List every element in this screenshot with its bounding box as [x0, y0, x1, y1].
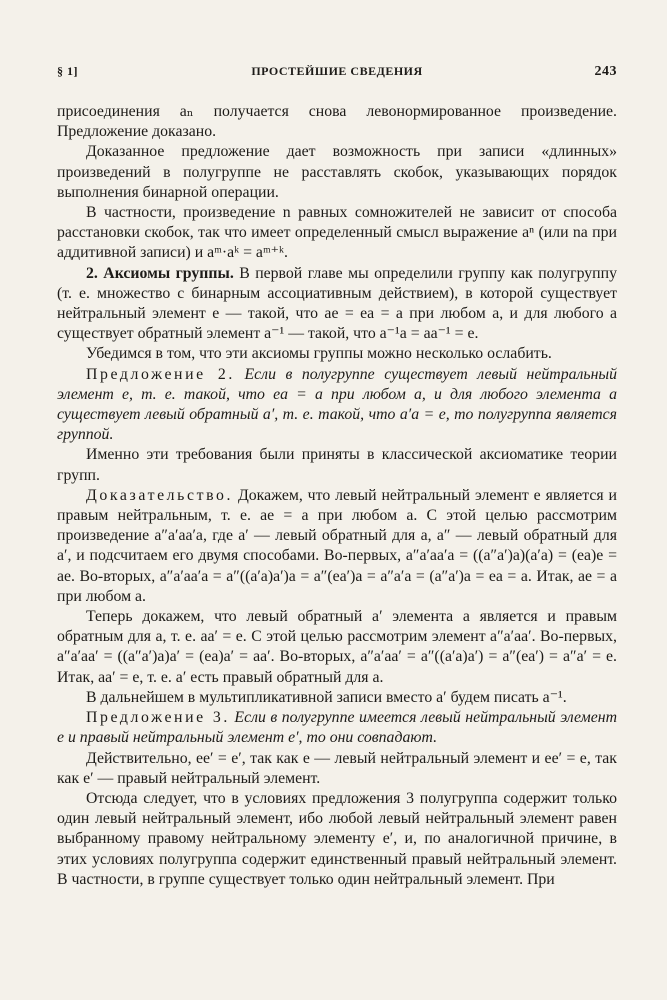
body-text [57, 102, 617, 890]
proposition-statement: Если в полугруппе имеется левый нейтральный элемент e и правый нейтральный элемент e′, то они совпадают. [57, 709, 618, 747]
running-title: ПРОСТЕЙШИЕ СВЕДЕНИЯ [251, 64, 423, 78]
proposition-paragraph [57, 365, 617, 446]
proposition-heading: Предложение 3. [86, 709, 230, 727]
paragraph-text: Действительно, ee′ = e′, так как e — левый нейтральный элемент и ee′ = e, так как e′ — правый нейтральный элемент. [57, 749, 617, 787]
section-heading: 2. Аксиомы группы. [86, 264, 234, 282]
proposition-statement: Если в полугруппе существует левый нейтральный элемент e, т. е. такой, что ea = a при любом a, и для любого элемента a существует левый обратный a′, т. е. такой, что a′a = e, то полугруппа является группой. [57, 365, 618, 444]
paragraph [57, 142, 617, 203]
paragraph-text: присоединения aₙ получается снова левонормированное произведение. Предложение доказано. [57, 103, 617, 141]
proposition-heading: Предложение 2. [86, 365, 235, 383]
page-number: 243 [594, 64, 617, 79]
section-marker: § 1] [57, 64, 78, 78]
paragraph-text: Докажем, что левый нейтральный элемент e является и правым нейтральным, т. е. ae = a при любом a. С этой целью рассмотрим произведение a″a′aa′a, где a′ — левый обратный для a, a″ — левый обратный для a′, и подсчитаем его двумя способами. Во-первых, a″a′aa′a = ((a″a′)a)(a′a) = (ea)e = ae. Во-вторых, a″a′aa′a = a″((a′a)a′)a = a″(ea′)a = a″a′a = (a″a′)a = ea = a. Итак, ae = a при любом a. [57, 486, 617, 605]
proof-paragraph [57, 486, 617, 607]
paragraph-text: Именно эти требования были приняты в классической аксиоматике теории групп. [57, 446, 617, 484]
paragraph-text: В дальнейшем в мультипликативной записи вместо a′ будем писать a⁻¹. [86, 688, 567, 706]
proposition-paragraph [57, 708, 617, 748]
paragraph-text: Доказанное предложение дает возможность при записи «длинных» произведений в полугруппе не расставлять скобок, указывающих порядок выполнения бинарной операции. [57, 143, 617, 201]
paragraph [57, 789, 617, 890]
paragraph-text: В частности, произведение n равных сомножителей не зависит от способа расстановки скобок, так что имеет определенный смысл выражение aⁿ (или na при аддитивной записи) и aᵐ·aᵏ = aᵐ⁺ᵏ. [57, 204, 617, 262]
paragraph-text: Теперь докажем, что левый обратный a′ элемента a является и правым обратным для a, т. е. aa′ = e. С этой целью рассмотрим элемент a″a′aa′. Во-первых, a″a′aa′ = ((a″a′)a)a′ = (ea)a′ = aa′. Во-вторых, a″a′aa′ = a″((a′a)a′) = a″(ea′) = a″a′ = e. Итак, aa′ = e, т. е. a′ есть правый обратный для a. [57, 608, 617, 686]
paragraph-text: Убедимся в том, что эти аксиомы группы можно несколько ослабить. [86, 345, 552, 363]
section-paragraph [57, 264, 617, 345]
paragraph [57, 203, 617, 264]
paragraph-text: В первой главе мы определили группу как полугруппу (т. е. множество с бинарным ассоциативным действием), в которой существует нейтральный элемент e — такой, что ae = ea = a при любом a, и для любого a существует обратный элемент a⁻¹ — такой, что a⁻¹a = aa⁻¹ = e. [57, 264, 617, 343]
paragraph [57, 749, 617, 789]
proof-heading: Доказательство. [86, 486, 234, 504]
paragraph [57, 607, 617, 688]
running-header [57, 64, 617, 82]
paragraph-continuation [57, 102, 617, 142]
paragraph-text: Отсюда следует, что в условиях предложения 3 полугруппа содержит только один левый нейтральный элемент, ибо любой левый нейтральный элемент равен выбранному правому нейтральному элементу e′, и, по аналогичной причине, в этих условиях полугруппа содержит единственный правый нейтральный элемент. В частности, в группе существует только один нейтральный элемент. При [57, 789, 617, 888]
paragraph [57, 445, 617, 485]
paragraph [57, 344, 617, 364]
paragraph [57, 688, 617, 708]
